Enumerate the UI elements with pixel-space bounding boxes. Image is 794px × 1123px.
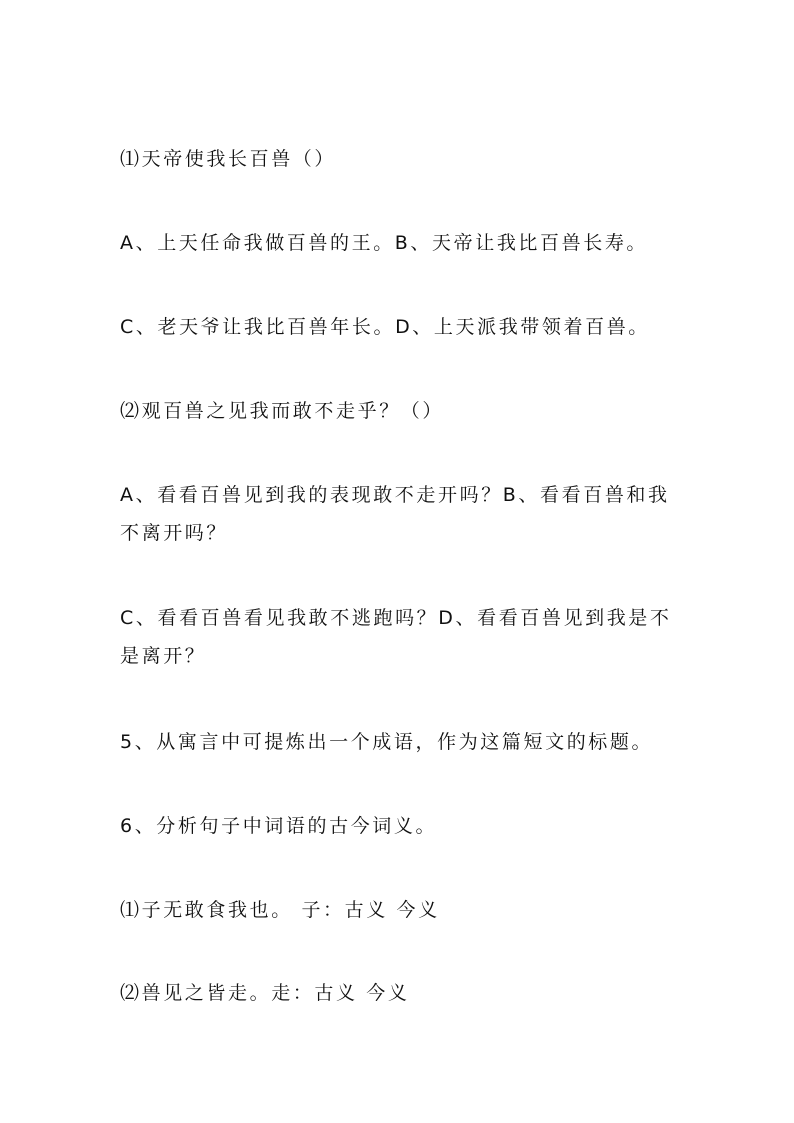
question-4-2-options-ab: A、看看百兽见到我的表现敢不走开吗？B、看看百兽和我不离开吗？	[120, 484, 670, 544]
question-6: 6、分析句子中词语的古今词义。	[120, 815, 438, 837]
question-6-2: ⑵兽见之皆走。走：古义 今义	[120, 982, 410, 1004]
question-4-2-stem: ⑵观百兽之见我而敢不走乎？（）	[120, 400, 445, 422]
question-4-1-options-cd: C、老天爷让我比百兽年长。D、上天派我带领着百兽。	[120, 316, 650, 338]
question-4-1-options-ab: A、上天任命我做百兽的王。B、天帝让我比百兽长寿。	[120, 232, 649, 254]
question-5: 5、从寓言中可提炼出一个成语，作为这篇短文的标题。	[120, 731, 654, 753]
question-6-1: ⑴子无敢食我也。 子：古义 今义	[120, 899, 440, 921]
question-4-2-options-cd: C、看看百兽看见我敢不逃跑吗？D、看看百兽见到我是不是离开？	[120, 607, 672, 667]
question-4-1-stem: ⑴天帝使我长百兽（）	[120, 148, 337, 170]
